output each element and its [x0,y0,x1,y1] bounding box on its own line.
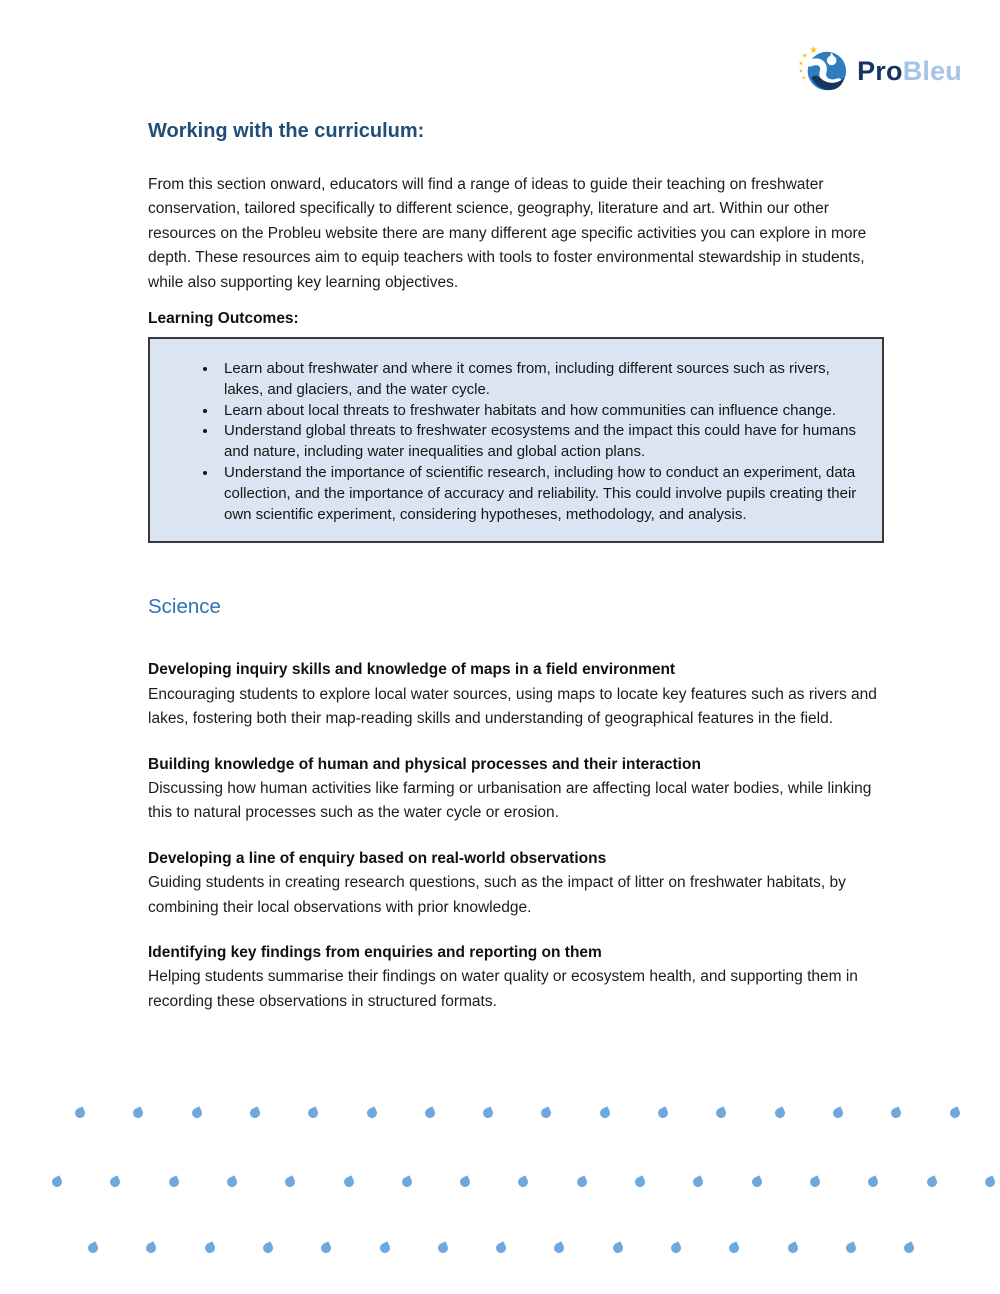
outcome-item: • Understand global threats to freshwater ecosystems and the impact this could have for humans and nature, including water inequalities and global action plans. [218,421,858,463]
water-drop-icon [808,1175,821,1188]
water-drop-icon [669,1241,682,1254]
subsection-heading: Identifying key findings from enquiries and reporting on them [148,944,602,962]
water-drop-icon [145,1241,158,1254]
subsection-body: Encouraging students to explore local water sources, using maps to locate key features such as rivers and lakes, fostering both their map-reading skills and understanding of geographical features in the field. [148,685,877,728]
water-drop-icon [611,1241,624,1254]
water-drop-icon [517,1175,530,1188]
water-drop-icon [890,1106,903,1119]
water-drop-icon [948,1106,961,1119]
curriculum-subsection [148,753,878,826]
page-title: Working with the curriculum: [148,120,425,142]
water-drop-icon [925,1175,938,1188]
water-drop-icon [248,1106,261,1119]
water-drop-icon [715,1106,728,1119]
water-drop-icon [50,1175,63,1188]
water-drop-icon [540,1106,553,1119]
water-drop-icon [575,1175,588,1188]
subsection-heading: Building knowledge of human and physical processes and their interaction [148,755,701,773]
outcome-item: • Learn about freshwater and where it comes from, including different sources such as rivers, lakes, and glaciers, and the water cycle. [218,359,858,401]
water-drop-icon [633,1175,646,1188]
water-drop-icon [844,1241,857,1254]
water-drop-icon [190,1106,203,1119]
water-drop-icon [109,1175,122,1188]
subsection-heading: Developing a line of enquiry based on real-world observations [148,849,607,867]
curriculum-subsection [148,658,878,731]
subsection-body: Discussing how human activities like farming or urbanisation are affecting local water bodies, while linking this to natural processes such as the water cycle or erosion. [148,780,872,822]
outcomes-list [172,359,858,525]
water-drop-icon [656,1106,669,1119]
subsection-body: Guiding students in creating research questions, such as the impact of litter on freshwater habitats, by combining their local observations with prior knowledge. [148,874,846,916]
water-drop-icon [365,1106,378,1119]
water-drop-icon [261,1241,274,1254]
brand-name-pro: Pro [857,55,903,86]
water-drop-icon [867,1175,880,1188]
outcome-item: • Understand the importance of scientific research, including how to conduct an experiment, data collection, and the importance of accuracy and reliability. This could involve pupils creating their own scientific experiment, considering hypotheses, methodology, and analysis. [218,463,858,525]
water-drop-icon [831,1106,844,1119]
water-drop-icon [458,1175,471,1188]
water-drop-icon [692,1175,705,1188]
curriculum-subsection [148,847,878,920]
subsection-heading: Developing inquiry skills and knowledge of maps in a field environment [148,661,676,679]
brand-name-bleu: Bleu [902,55,962,86]
water-drop-icon [225,1175,238,1188]
document-content [148,0,884,1035]
water-drop-icon [983,1175,996,1188]
water-drop-icon [903,1241,916,1254]
water-drop-icon [436,1241,449,1254]
water-drop-icon [342,1175,355,1188]
water-drop-icon [203,1241,216,1254]
water-drop-icon [728,1241,741,1254]
water-drop-icon [73,1106,86,1119]
subsection-body: Helping students summarise their findings on water quality or ecosystem health, and supporting them in recording these observations in structured formats. [148,968,858,1010]
water-drop-icon [378,1241,391,1254]
water-drop-icon [423,1106,436,1119]
water-drop-icon [773,1106,786,1119]
water-drop-icon [284,1175,297,1188]
water-drop-icon [553,1241,566,1254]
water-drop-icon [86,1241,99,1254]
water-drop-icon [598,1106,611,1119]
water-drop-icon [786,1241,799,1254]
water-drop-icon [167,1175,180,1188]
water-drop-icon [494,1241,507,1254]
water-drop-icon [320,1241,333,1254]
curriculum-subsection [148,941,878,1014]
intro-paragraph: From this section onward, educators will find a range of ideas to guide their teaching on freshwater conservation, tailored specifically to different science, geography, literature and art. Within our other resources on the Probleu website there are many different age specific activities you can explore in more depth. These resources aim to equip teachers with tools to foster environmental stewardship in students, while also supporting key learning objectives. [148,176,867,291]
water-drop-icon [400,1175,413,1188]
outcome-item: • Learn about local threats to freshwater habitats and how communities can influence change. [218,401,858,422]
water-drop-icon [132,1106,145,1119]
science-section-heading: Science [148,595,221,619]
science-sections [148,658,884,1014]
water-drop-icon [481,1106,494,1119]
learning-outcomes-heading: Learning Outcomes: [148,310,299,328]
water-drop-icon [750,1175,763,1188]
water-drop-icon [307,1106,320,1119]
learning-outcomes-box [148,337,884,543]
